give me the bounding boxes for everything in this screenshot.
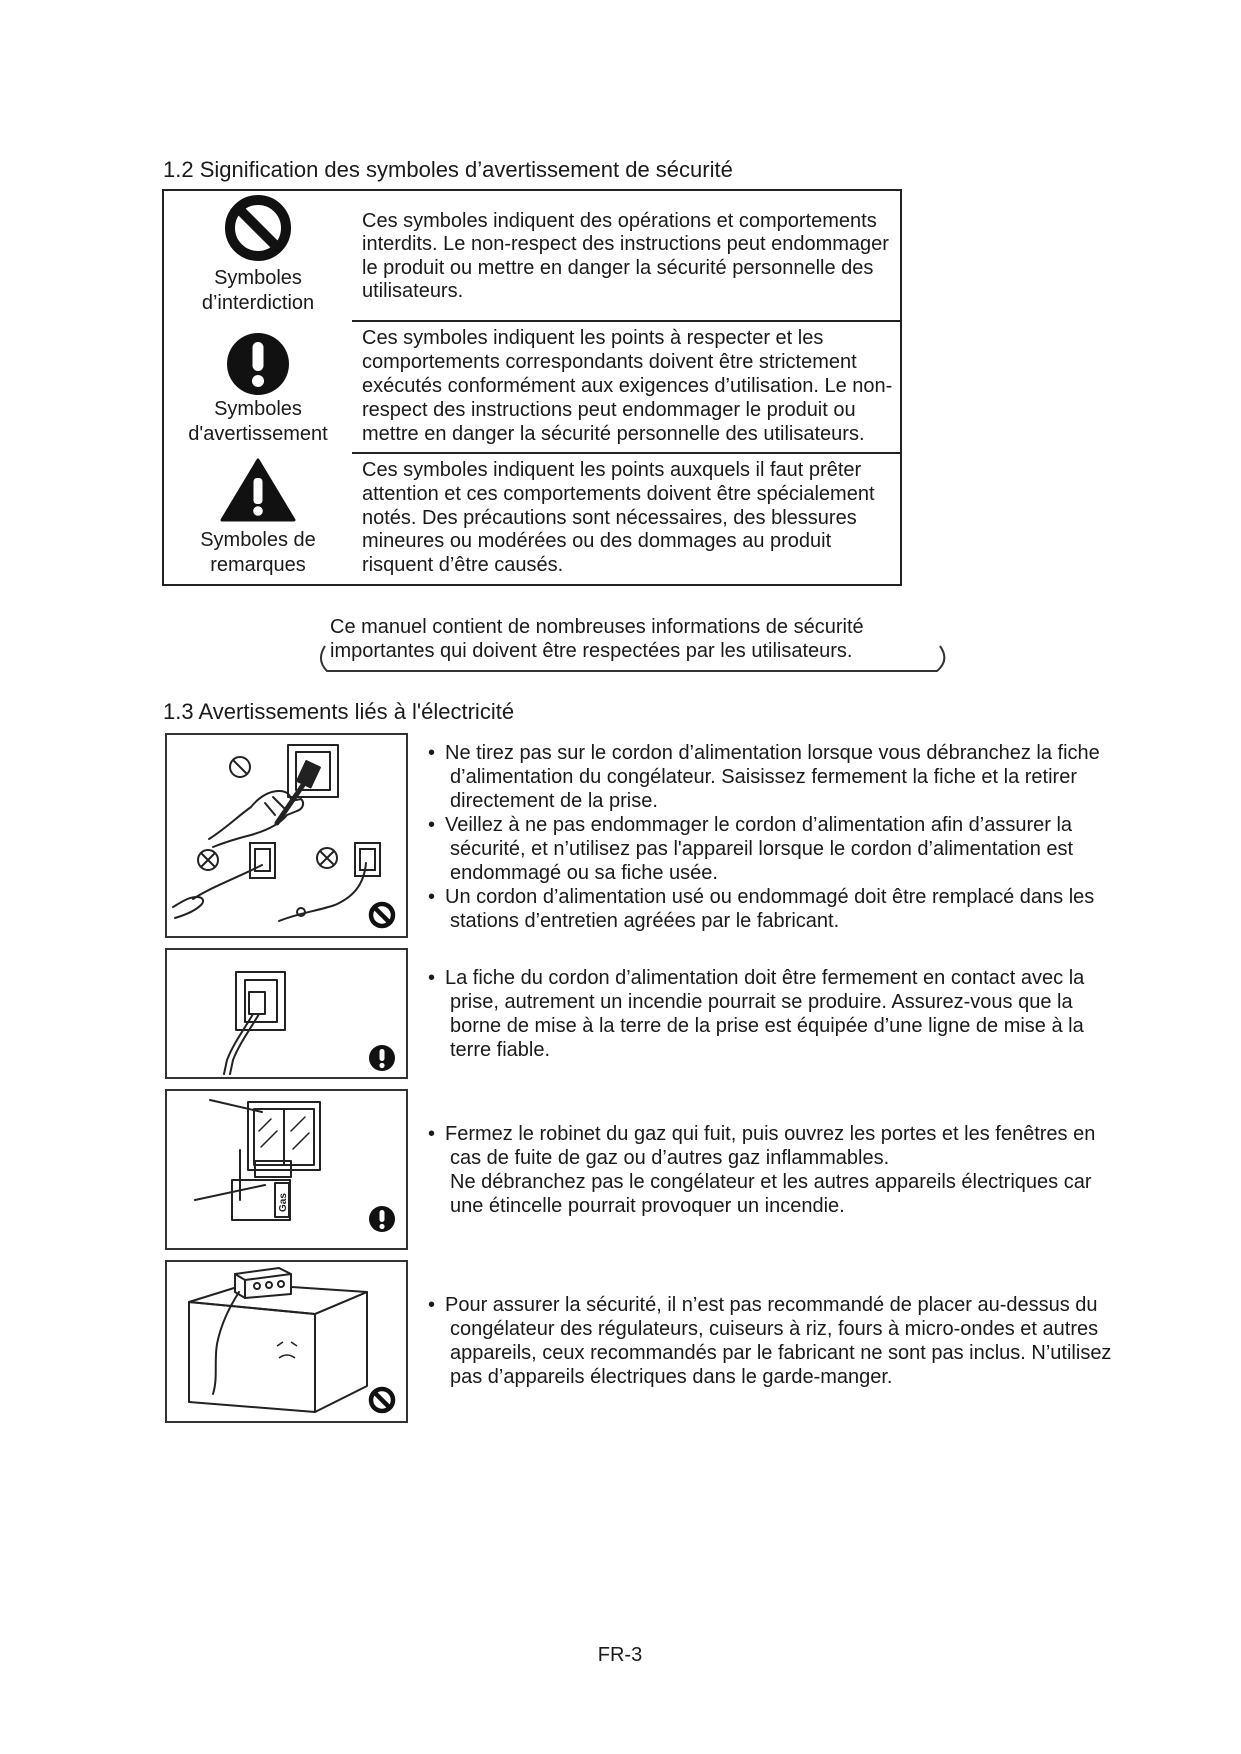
prohibition-icon xyxy=(371,904,393,926)
label-line: d'avertissement xyxy=(188,422,328,445)
bullet: • xyxy=(428,1123,436,1145)
bullet-line: terre fiable. xyxy=(450,1039,551,1061)
appliance-on-freezer-illustration xyxy=(165,1260,408,1423)
warning-exclamation-icon xyxy=(369,1206,395,1232)
bullet-line: d’alimentation du congélateur. Saisissez fermement la fiche et la retirer xyxy=(450,766,1077,788)
section-heading-1-3: 1.3 Avertissements liés à l'électricité xyxy=(163,699,515,724)
description-line: risquent d’être causés. xyxy=(362,554,564,577)
bullet-line: La fiche du cordon d’alimentation doit être fermement en contact avec la xyxy=(445,967,1085,989)
outlet-pull-cord xyxy=(173,843,275,918)
label-line: Symboles xyxy=(214,398,302,420)
bullet-line: Fermez le robinet du gaz qui fuit, puis ouvrez les portes et les fenêtres en xyxy=(445,1123,1096,1145)
caution-triangle-icon xyxy=(220,457,296,523)
bullet-list xyxy=(428,966,1084,1062)
plugged-outlet-illustration xyxy=(165,948,408,1079)
description-line: comportements correspondants doivent être strictement xyxy=(362,351,857,373)
bullet-line: stations d’entretien agréées par le fabricant. xyxy=(450,910,840,932)
description-line: notés. Des précautions sont nécessaires, des blessures xyxy=(362,506,857,529)
description-line: interdits. Le non-respect des instructions peut endommager xyxy=(362,233,889,256)
bullet-line: Un cordon d’alimentation usé ou endommagé doit être remplacé dans les xyxy=(445,886,1095,908)
bullet-line: sécurité, et n’utilisez pas l'appareil lorsque le cordon d’alimentation est xyxy=(450,838,1074,860)
warning-exclamation-icon xyxy=(369,1045,395,1071)
gas-leak-room-illustration xyxy=(165,1089,408,1250)
symbol-description xyxy=(362,326,892,446)
description-line: Ces symboles indiquent les points à respecter et les xyxy=(362,327,824,349)
bullet: • xyxy=(428,967,436,989)
description-line: Ces symboles indiquent les points auxquels il faut prêter xyxy=(362,459,862,481)
description-line: attention et ces comportements doivent être spécialement xyxy=(362,482,875,505)
list-item xyxy=(428,1293,1111,1389)
bullet-list xyxy=(428,741,1100,933)
note-line: importantes qui doivent être respectées par les utilisateurs. xyxy=(330,639,853,662)
list-item xyxy=(428,741,1100,813)
bullet-line: une étincelle pourrait provoquer un incendie. xyxy=(450,1195,845,1217)
label-line: remarques xyxy=(210,553,306,576)
bullet-line: prise, autrement un incendie pourrait se produire. Assurez-vous que la xyxy=(450,991,1073,1013)
regulator-box xyxy=(213,1268,291,1394)
bullet-list xyxy=(428,1122,1095,1218)
cross-small-icon xyxy=(198,850,218,870)
description-line: mettre en danger la sécurité personnelle des utilisateurs. xyxy=(362,423,865,445)
bullet-line: borne de mise à la terre de la prise est équipée d’une ligne de mise à la xyxy=(450,1015,1084,1037)
bullet-line: endommagé ou sa fiche usée. xyxy=(450,862,718,884)
symbol-label xyxy=(168,397,348,446)
bullet-line: cas de fuite de gaz ou d’autres gaz inflammables. xyxy=(450,1147,890,1169)
prohibition-icon xyxy=(224,194,292,262)
gas-leak-room-drawing xyxy=(167,1091,406,1248)
pull-plug-drawing xyxy=(167,735,406,936)
bullet: • xyxy=(428,814,436,836)
description-line: mineures ou modérées ou des dommages au produit xyxy=(362,530,832,553)
list-item xyxy=(428,966,1084,1062)
gas-label: Gas xyxy=(278,1193,289,1212)
table-row-divider xyxy=(352,320,902,322)
bullet-line: pas d’appareils électriques dans le garde-manger. xyxy=(450,1366,893,1388)
label-line: Symboles xyxy=(214,267,302,289)
description-line: le produit ou mettre en danger la sécurité personnelle des xyxy=(362,256,874,279)
symbol-label xyxy=(168,266,348,315)
appliance-on-freezer-drawing xyxy=(167,1262,406,1421)
symbol-description xyxy=(362,210,889,304)
description-line: exécutés conformément aux exigences d’utilisation. Le non- xyxy=(362,375,893,397)
description-line: Ces symboles indiquent des opérations et comportements xyxy=(362,210,877,232)
bullet-line: congélateur des régulateurs, cuiseurs à riz, fours à micro-ondes et autres xyxy=(450,1318,1099,1340)
section-heading-1-2: 1.2 Signification des symboles d’avertissement de sécurité xyxy=(163,157,733,182)
plugged-outlet-drawing xyxy=(167,950,406,1077)
table-row-divider xyxy=(352,452,902,454)
bullet: • xyxy=(428,1294,436,1316)
label-line: d’interdiction xyxy=(201,291,315,314)
bullet-line: Ne tirez pas sur le cordon d’alimentation lorsque vous débranchez la fiche xyxy=(445,742,1100,764)
outlet-with-plug xyxy=(224,972,285,1074)
prohibition-small-icon xyxy=(230,757,250,777)
prohibition-icon xyxy=(371,1389,393,1411)
note-line: Ce manuel contient de nombreuses informations de sécurité xyxy=(330,616,864,638)
note-bracket xyxy=(310,640,960,680)
bullet-line: Veillez à ne pas endommager le cordon d’alimentation afin d’assurer la xyxy=(445,814,1073,836)
bullet-line: appareils, ceux recommandés par le fabricant ne sont pas inclus. N’utilisez xyxy=(450,1342,1112,1364)
list-item xyxy=(428,885,1100,933)
warning-exclamation-icon xyxy=(226,331,290,397)
description-line: utilisateurs. xyxy=(362,280,464,303)
page-number: FR-3 xyxy=(597,1644,643,1666)
list-item xyxy=(428,813,1100,885)
room-with-window xyxy=(195,1100,320,1200)
symbol-label xyxy=(168,528,348,577)
bullet-list xyxy=(428,1293,1111,1389)
pull-plug-illustration xyxy=(165,733,408,938)
bullet-line: Pour assurer la sécurité, il n’est pas recommandé de placer au-dessus du xyxy=(445,1294,1098,1316)
bullet-line: directement de la prise. xyxy=(450,790,658,812)
cross-small-icon xyxy=(317,848,337,868)
label-line: Symboles de xyxy=(200,529,316,551)
bullet: • xyxy=(428,886,436,908)
bullet-line: Ne débranchez pas le congélateur et les autres appareils électriques car xyxy=(450,1171,1092,1193)
list-item xyxy=(428,1122,1095,1218)
outlet-with-hand xyxy=(209,745,338,847)
description-line: respect des instructions peut endommager le produit ou xyxy=(362,399,856,421)
bullet: • xyxy=(428,742,436,764)
symbol-description xyxy=(362,459,875,578)
